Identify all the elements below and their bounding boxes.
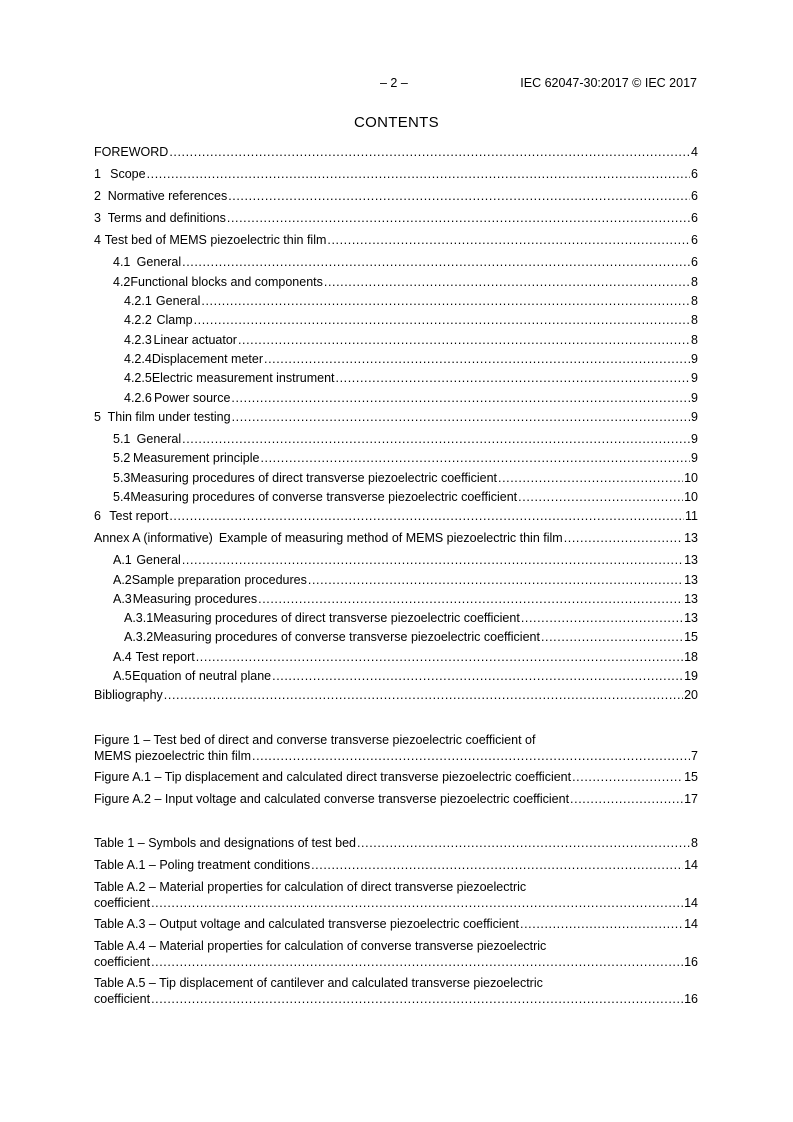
- toc-page: 13: [684, 531, 698, 545]
- toc-number: 4.2.5: [124, 371, 152, 385]
- dot-leader: [232, 410, 690, 426]
- toc-number: A.3.2: [124, 630, 154, 644]
- toc-page: 11: [685, 509, 698, 523]
- dot-leader: [227, 211, 690, 227]
- table-entry-a-1[interactable]: Table A.1 – Poling treatment conditions ..... 14: [94, 858, 698, 874]
- toc-entry-1[interactable]: 1 Scope ..... 6: [94, 167, 698, 183]
- dot-leader: [498, 471, 683, 487]
- toc-page: 14: [684, 917, 698, 931]
- toc-entry-annex-a[interactable]: Annex A (informative) Example of measuring method of MEMS piezoelectric thin film ..... 13: [94, 531, 698, 547]
- dot-leader: [521, 611, 683, 627]
- dot-leader: [151, 992, 683, 1008]
- toc-entry-4-2-1[interactable]: 4.2.1 General ..... 8: [94, 294, 698, 310]
- dot-leader: [570, 792, 683, 808]
- toc-entry-5[interactable]: 5 Thin film under testing ..... 9: [94, 410, 698, 426]
- figure-entry-a-1[interactable]: Figure A.1 – Tip displacement and calculated direct transverse piezoelectric coefficient ..... 15: [94, 770, 698, 786]
- toc-page: 10: [684, 490, 698, 504]
- toc-number: 4.2.1: [124, 294, 152, 308]
- dot-leader: [151, 896, 683, 912]
- dot-leader: [260, 451, 690, 467]
- toc-page: 9: [691, 391, 698, 405]
- toc-number: 4.2: [113, 275, 131, 289]
- page-number: – 2 –: [380, 76, 408, 90]
- table-entry-a-3[interactable]: Table A.3 – Output voltage and calculated transverse piezoelectric coefficient ..... 14: [94, 917, 698, 933]
- toc-entry-4-1[interactable]: 4.1 General ..... 6: [94, 255, 698, 271]
- toc-page: 20: [684, 688, 698, 702]
- toc-page: 8: [691, 836, 698, 850]
- toc-number: 4.2.2: [124, 313, 152, 327]
- toc-entry-2[interactable]: 2 Normative references ..... 6: [94, 189, 698, 205]
- toc-entry-4[interactable]: 4 Test bed of MEMS piezoelectric thin film ..... 6: [94, 233, 698, 249]
- dot-leader: [520, 917, 683, 933]
- toc-page: 19: [684, 669, 698, 683]
- toc-number: A.5: [113, 669, 132, 683]
- toc-page: 8: [691, 313, 698, 327]
- toc-page: 9: [691, 432, 698, 446]
- dot-leader: [182, 432, 690, 448]
- toc-page: 13: [684, 592, 698, 606]
- toc-page: 13: [684, 553, 698, 567]
- toc-page: 9: [691, 410, 698, 424]
- dot-leader: [169, 145, 690, 161]
- toc-entry-a-3-1[interactable]: A.3.1 Measuring procedures of direct transverse piezoelectric coefficient ..... 13: [94, 611, 698, 627]
- toc-number: 4: [94, 233, 101, 247]
- toc-number: 4.1: [113, 255, 131, 269]
- dot-leader: [518, 490, 683, 506]
- toc-page: 9: [691, 352, 698, 366]
- toc-page: 15: [684, 770, 698, 784]
- toc-page: 14: [684, 858, 698, 872]
- dot-leader: [169, 509, 684, 525]
- toc-entry-4-2-6[interactable]: 4.2.6 Power source ..... 9: [94, 391, 698, 407]
- table-entry-a-2[interactable]: Table A.2 – Material properties for calculation of direct transverse piezoelectric coefficient ..... 14: [94, 880, 698, 911]
- dot-leader: [231, 391, 690, 407]
- toc-page: 6: [691, 167, 698, 181]
- toc-page: 13: [684, 573, 698, 587]
- dot-leader: [147, 167, 690, 183]
- figure-entry-a-2[interactable]: Figure A.2 – Input voltage and calculated converse transverse piezoelectric coefficient ..... 17: [94, 792, 698, 808]
- dot-leader: [327, 233, 690, 249]
- dot-leader: [238, 333, 690, 349]
- toc-page: 4: [691, 145, 698, 159]
- page-header: [0, 76, 793, 92]
- toc-page: 6: [691, 211, 698, 225]
- toc-number: 5.3: [113, 471, 131, 485]
- dot-leader: [541, 630, 683, 646]
- toc-entry-a-4[interactable]: A.4 Test report ..... 18: [94, 650, 698, 666]
- dot-leader: [264, 352, 690, 368]
- dot-leader: [272, 669, 683, 685]
- toc-entry-4-2-5[interactable]: 4.2.5 Electric measurement instrument ..... 9: [94, 371, 698, 387]
- toc-number: 4.2.4: [124, 352, 152, 366]
- dot-leader: [196, 650, 683, 666]
- toc-entry-foreword[interactable]: FOREWORD ..... 4: [94, 145, 698, 161]
- toc-page: 17: [684, 792, 698, 806]
- toc-entry-4-2-3[interactable]: 4.2.3 Linear actuator ..... 8: [94, 333, 698, 349]
- toc-number: 5: [94, 410, 101, 424]
- toc-number: A.4: [113, 650, 132, 664]
- toc-entry-5-4[interactable]: 5.4 Measuring procedures of converse transverse piezoelectric coefficient ..... 10: [94, 490, 698, 506]
- dot-leader: [572, 770, 683, 786]
- toc-page: 14: [684, 895, 698, 910]
- toc-entry-4-2-2[interactable]: 4.2.2 Clamp ..... 8: [94, 313, 698, 329]
- dot-leader: [324, 275, 690, 291]
- toc-page: 9: [691, 451, 698, 465]
- dot-leader: [311, 858, 683, 874]
- toc-page: 7: [691, 748, 698, 763]
- dot-leader: [308, 573, 683, 589]
- toc-page: 16: [684, 954, 698, 969]
- toc-page: 6: [691, 233, 698, 247]
- table-entry-1[interactable]: Table 1 – Symbols and designations of test bed ..... 8: [94, 836, 698, 852]
- toc-page: 6: [691, 255, 698, 269]
- dot-leader: [201, 294, 690, 310]
- dot-leader: [252, 749, 690, 765]
- toc-page: 8: [691, 333, 698, 347]
- dot-leader: [151, 955, 683, 971]
- toc-number: 5.2: [113, 451, 131, 465]
- toc-number: 5.1: [113, 432, 131, 446]
- toc-number: 4.2.6: [124, 391, 152, 405]
- toc-number: Annex A (informative): [94, 531, 213, 545]
- toc-number: 2: [94, 189, 101, 203]
- toc-entry-a-3-2[interactable]: A.3.2 Measuring procedures of converse transverse piezoelectric coefficient ..... 15: [94, 630, 698, 646]
- toc-entry-5-2[interactable]: 5.2 Measurement principle ..... 9: [94, 451, 698, 467]
- dot-leader: [357, 836, 690, 852]
- toc-number: A.3.1: [124, 611, 154, 625]
- dot-leader: [182, 255, 690, 271]
- toc-number: A.2: [113, 573, 132, 587]
- toc-page: 8: [691, 294, 698, 308]
- toc-page: 16: [684, 991, 698, 1006]
- toc-entry-4-2[interactable]: 4.2 Functional blocks and components ..... 8: [94, 275, 698, 291]
- toc-entry-a-5[interactable]: A.5 Equation of neutral plane ..... 19: [94, 669, 698, 685]
- table-entry-a-5[interactable]: Table A.5 – Tip displacement of cantilever and calculated transverse piezoelectric coefficient ..... 16: [94, 976, 698, 1007]
- toc-entry-a-1[interactable]: A.1 General ..... 13: [94, 553, 698, 569]
- toc-entry-a-3[interactable]: A.3 Measuring procedures ..... 13: [94, 592, 698, 608]
- toc-page: 18: [684, 650, 698, 664]
- toc-page: 15: [684, 630, 698, 644]
- toc-entry-5-1[interactable]: 5.1 General ..... 9: [94, 432, 698, 448]
- toc-number: 4.2.3: [124, 333, 152, 347]
- toc-page: 13: [684, 611, 698, 625]
- table-entry-a-4[interactable]: Table A.4 – Material properties for calculation of converse transverse piezoelectric coefficient ..... 16: [94, 939, 698, 970]
- toc-page: 10: [684, 471, 698, 485]
- toc-number: 3: [94, 211, 101, 225]
- toc-number: 5.4: [113, 490, 131, 504]
- toc-entry-4-2-4[interactable]: 4.2.4 Displacement meter ..... 9: [94, 352, 698, 368]
- dot-leader: [336, 371, 691, 387]
- toc-entry-3[interactable]: 3 Terms and definitions ..... 6: [94, 211, 698, 227]
- toc-entry-a-2[interactable]: A.2 Sample preparation procedures ..... 13: [94, 573, 698, 589]
- figure-entry-1[interactable]: Figure 1 – Test bed of direct and converse transverse piezoelectric coefficient of MEMS piezoelectric thin film ..... 7: [94, 733, 698, 764]
- toc-page: 9: [691, 371, 698, 385]
- toc-number: 6: [94, 509, 101, 523]
- dot-leader: [182, 553, 683, 569]
- toc-entry-bibliography[interactable]: Bibliography ..... 20: [94, 688, 698, 704]
- toc-entry-6[interactable]: 6 Test report ..... 11: [94, 509, 698, 525]
- document-id: IEC 62047-30:2017 © IEC 2017: [520, 76, 697, 90]
- dot-leader: [564, 531, 683, 547]
- toc-entry-5-3[interactable]: 5.3 Measuring procedures of direct transverse piezoelectric coefficient ..... 10: [94, 471, 698, 487]
- toc-page: 8: [691, 275, 698, 289]
- dot-leader: [258, 592, 683, 608]
- toc-number: A.1: [113, 553, 132, 567]
- toc-number: A.3: [113, 592, 132, 606]
- page-title: CONTENTS: [354, 114, 439, 131]
- dot-leader: [228, 189, 690, 205]
- dot-leader: [194, 313, 690, 329]
- dot-leader: [164, 688, 683, 704]
- toc-page: 6: [691, 189, 698, 203]
- toc-number: 1: [94, 167, 101, 181]
